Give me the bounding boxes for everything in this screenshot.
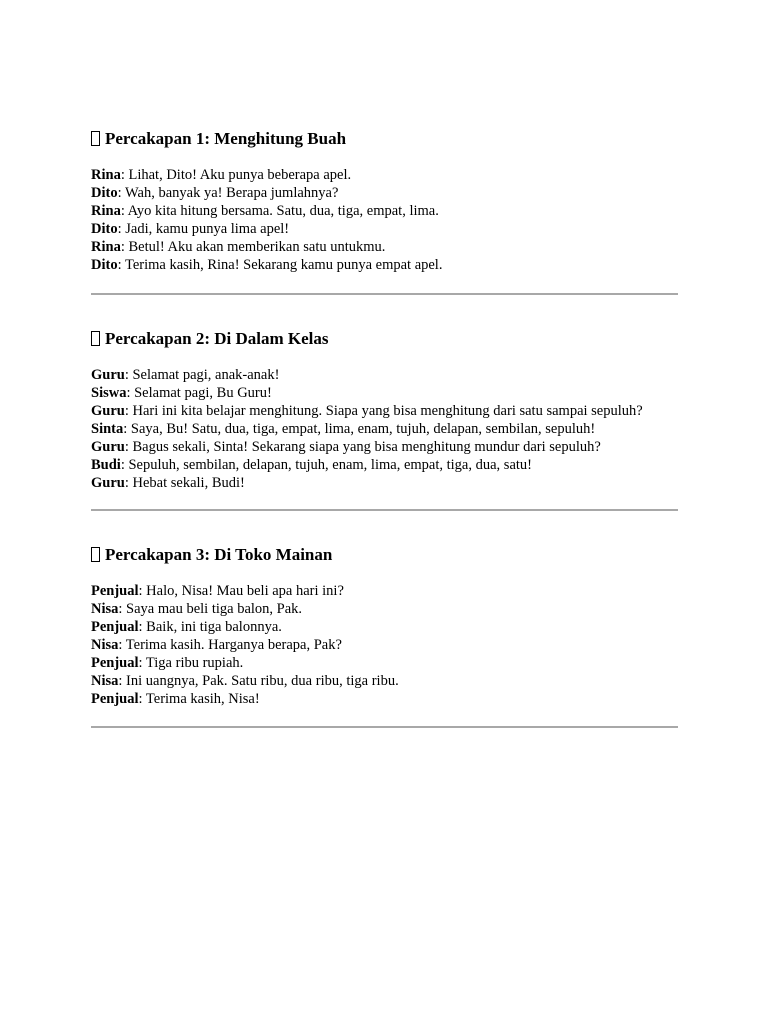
dialog-text: : Selamat pagi, anak-anak! — [124, 367, 280, 383]
section-divider — [91, 726, 678, 728]
dialog-line — [91, 636, 678, 654]
speaker-name: Siswa — [91, 385, 127, 401]
missing-glyph-icon — [91, 547, 100, 562]
dialog-list — [91, 582, 678, 708]
dialog-text: : Betul! Aku akan memberikan satu untukmu. — [120, 239, 386, 255]
dialog-text: : Baik, ini tiga balonnya. — [138, 619, 282, 635]
dialog-line — [91, 384, 678, 402]
dialog-text: : Jadi, kamu punya lima apel! — [117, 221, 290, 237]
dialog-text: : Terima kasih, Rina! Sekarang kamu punya empat apel. — [117, 257, 443, 273]
speaker-name: Sinta — [91, 421, 124, 437]
section-heading — [91, 128, 678, 150]
dialog-line — [91, 256, 678, 274]
dialog-line — [91, 202, 678, 220]
dialog-text: : Selamat pagi, Bu Guru! — [126, 385, 272, 401]
dialog-line — [91, 456, 678, 474]
dialog-line — [91, 654, 678, 672]
speaker-name: Rina — [91, 203, 121, 219]
dialog-text: : Saya mau beli tiga balon, Pak. — [118, 601, 303, 617]
dialog-line — [91, 600, 678, 618]
section-divider — [91, 293, 678, 295]
speaker-name: Nisa — [91, 637, 119, 653]
section-title: Percakapan 1: Menghitung Buah — [105, 129, 347, 148]
speaker-name: Rina — [91, 239, 121, 255]
speaker-name: Dito — [91, 257, 118, 273]
dialog-line — [91, 220, 678, 238]
dialog-line — [91, 366, 678, 384]
dialog-text: : Saya, Bu! Satu, dua, tiga, empat, lima, enam, tujuh, delapan, sembilan, sepuluh! — [123, 421, 596, 437]
dialog-line — [91, 618, 678, 636]
dialog-text: : Ayo kita hitung bersama. Satu, dua, tiga, empat, lima. — [120, 203, 439, 219]
section-title: Percakapan 3: Di Toko Mainan — [105, 545, 333, 564]
dialog-text: : Lihat, Dito! Aku punya beberapa apel. — [120, 167, 352, 183]
dialog-text: : Hari ini kita belajar menghitung. Siapa yang bisa menghitung dari satu sampai sepuluh? — [124, 403, 643, 419]
dialog-line — [91, 184, 678, 202]
dialog-text: : Ini uangnya, Pak. Satu ribu, dua ribu, tiga ribu. — [118, 673, 399, 689]
speaker-name: Guru — [91, 403, 125, 419]
speaker-name: Dito — [91, 185, 118, 201]
speaker-name: Guru — [91, 439, 125, 455]
section-heading — [91, 328, 678, 350]
speaker-name: Rina — [91, 167, 121, 183]
conversation-section-2 — [91, 328, 678, 492]
speaker-name: Dito — [91, 221, 118, 237]
dialog-line — [91, 690, 678, 708]
dialog-line — [91, 402, 678, 420]
dialog-list — [91, 366, 678, 492]
section-divider — [91, 509, 678, 511]
dialog-text: : Terima kasih. Harganya berapa, Pak? — [118, 637, 342, 653]
dialog-text: : Halo, Nisa! Mau beli apa hari ini? — [138, 583, 344, 599]
speaker-name: Nisa — [91, 601, 119, 617]
speaker-name: Budi — [91, 457, 121, 473]
conversation-section-3 — [91, 544, 678, 708]
dialog-text: : Bagus sekali, Sinta! Sekarang siapa yang bisa menghitung mundur dari sepuluh? — [124, 439, 601, 455]
speaker-name: Penjual — [91, 655, 139, 671]
dialog-line — [91, 474, 678, 492]
speaker-name: Penjual — [91, 691, 139, 707]
dialog-text: : Tiga ribu rupiah. — [138, 655, 244, 671]
speaker-name: Nisa — [91, 673, 119, 689]
document-page — [91, 0, 678, 728]
missing-glyph-icon — [91, 131, 100, 146]
dialog-text: : Hebat sekali, Budi! — [124, 475, 245, 491]
dialog-line — [91, 672, 678, 690]
missing-glyph-icon — [91, 331, 100, 346]
dialog-line — [91, 166, 678, 184]
speaker-name: Penjual — [91, 583, 139, 599]
section-title: Percakapan 2: Di Dalam Kelas — [105, 329, 329, 348]
conversation-section-1 — [91, 128, 678, 274]
speaker-name: Penjual — [91, 619, 139, 635]
dialog-line — [91, 420, 678, 438]
dialog-line — [91, 238, 678, 256]
speaker-name: Guru — [91, 475, 125, 491]
section-heading — [91, 544, 678, 566]
dialog-line — [91, 438, 678, 456]
dialog-list — [91, 166, 678, 274]
dialog-line — [91, 582, 678, 600]
dialog-text: : Sepuluh, sembilan, delapan, tujuh, enam, lima, empat, tiga, dua, satu! — [120, 457, 532, 473]
dialog-text: : Terima kasih, Nisa! — [138, 691, 260, 707]
dialog-text: : Wah, banyak ya! Berapa jumlahnya? — [117, 185, 339, 201]
speaker-name: Guru — [91, 367, 125, 383]
